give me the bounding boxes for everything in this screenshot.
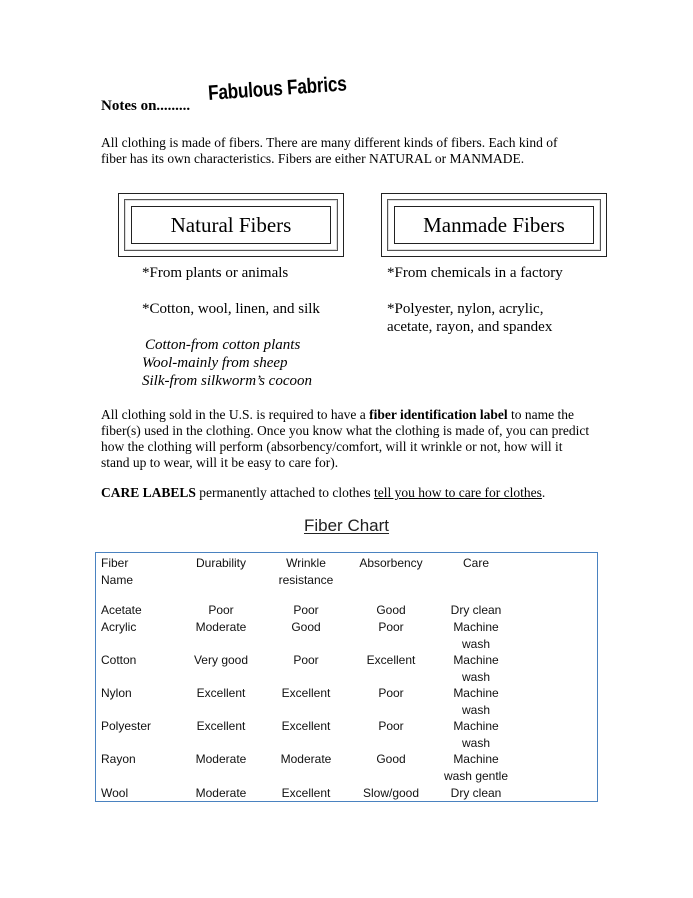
header-col-fiber-name-text: Fiber [101, 556, 129, 570]
header-col-durability-text: Durability [195, 556, 246, 570]
table-cell-col-wrinkle-resistance [268, 718, 344, 735]
table-cell-col-absorbency-text: Excellent [366, 653, 416, 667]
table-cell-col-fiber-name-text: Rayon [101, 752, 136, 766]
table-cell-col-care-text: Machine [453, 620, 499, 634]
header-col-wrinkle-resistance [268, 555, 344, 588]
header-col-wrinkle-resistance-text: Wrinkle [286, 556, 326, 570]
table-cell-col-fiber-name-text: Nylon [101, 686, 132, 700]
fiber-label-paragraph [101, 407, 591, 471]
table-cell-col-absorbency-text: Good [376, 752, 406, 766]
fiber-chart-title: Fiber Chart [303, 516, 390, 535]
table-cell-col-absorbency-text: Poor [378, 719, 404, 733]
table-cell-col-fiber-name [101, 602, 142, 619]
table-cell-col-wrinkle-resistance [268, 685, 344, 702]
manmade-bullet-line-1: *Polyester, nylon, acrylic, [387, 301, 544, 317]
table-cell-col-care [431, 619, 521, 652]
table-cell-col-care-text: wash [461, 702, 490, 717]
page-title: Fabulous Fabrics [207, 72, 348, 106]
intro-line-1: All clothing is made of fibers. There are many different kinds of fibers. Each kind of [101, 135, 558, 150]
manmade-fibers-heading: Manmade Fibers [394, 206, 594, 244]
header-col-fiber-name [101, 555, 133, 588]
header-col-care-text: Care [462, 556, 489, 570]
manmade-bullet-examples [387, 300, 587, 336]
table-cell-col-wrinkle-resistance [268, 602, 344, 619]
table-cell-col-fiber-name-text: Acetate [101, 603, 142, 617]
table-cell-col-care [431, 751, 521, 784]
table-cell-col-wrinkle-resistance-text: Poor [293, 603, 319, 617]
table-cell-col-fiber-name-text: Acrylic [101, 620, 137, 634]
table-cell-col-durability-text: Moderate [195, 786, 247, 800]
natural-bullet-source: *From plants or animals [142, 265, 289, 281]
natural-fibers-box [118, 193, 344, 257]
manmade-bullet-line-2: acetate, rayon, and spandex [387, 319, 553, 335]
natural-bullet-examples: *Cotton, wool, linen, and silk [142, 301, 320, 317]
table-cell-col-wrinkle-resistance-text: Excellent [281, 686, 331, 700]
table-cell-col-durability-text: Excellent [196, 686, 246, 700]
table-cell-col-wrinkle-resistance [268, 751, 344, 768]
care-labels-underlined: tell you how to care for clothes [373, 485, 542, 500]
table-cell-col-fiber-name-text: Cotton [101, 653, 137, 667]
table-cell-col-care-text: Machine [453, 686, 499, 700]
table-cell-col-absorbency [351, 785, 431, 802]
table-cell-col-care-text: wash gentle [443, 768, 509, 783]
table-cell-col-durability-text: Moderate [195, 620, 247, 634]
table-cell-col-durability [181, 751, 261, 768]
table-cell-col-durability-text: Excellent [196, 719, 246, 733]
table-cell-col-durability [181, 785, 261, 802]
table-cell-col-absorbency [351, 652, 431, 669]
table-cell-col-durability [181, 619, 261, 636]
table-cell-col-care [431, 685, 521, 718]
table-cell-col-care-text: wash [461, 636, 490, 651]
table-cell-col-durability [181, 718, 261, 735]
table-cell-col-care [431, 718, 521, 751]
table-cell-col-care-text: Dry clean [450, 786, 502, 800]
table-cell-col-fiber-name [101, 785, 128, 802]
intro-paragraph [101, 135, 601, 167]
header-col-absorbency-text: Absorbency [359, 556, 423, 570]
table-cell-col-care-text: wash [461, 669, 490, 684]
fiber-label-text-pre: All clothing sold in the U.S. is required to have a [101, 407, 370, 422]
natural-example-silk: Silk-from silkworm’s cocoon [142, 373, 312, 389]
table-cell-col-absorbency [351, 718, 431, 735]
table-cell-col-durability [181, 602, 261, 619]
table-cell-col-absorbency-text: Good [376, 603, 406, 617]
table-cell-col-fiber-name [101, 652, 136, 669]
table-cell-col-absorbency-text: Poor [378, 620, 404, 634]
table-cell-col-absorbency-text: Slow/good [362, 786, 420, 800]
table-cell-col-care [431, 785, 521, 802]
fiber-label-text-post: to name the fiber(s) used in the clothing. Once you know what the clothing is made of, you can predict how the clothing will perform (absorbency/comfort, will it wrinkle or not, how will it stand up to wear, will it be easy to care for). [101, 407, 590, 470]
fiber-chart-table [95, 552, 598, 802]
header-col-absorbency [351, 555, 431, 572]
table-cell-col-absorbency [351, 602, 431, 619]
table-cell-col-durability-text: Poor [208, 603, 234, 617]
table-cell-col-fiber-name [101, 685, 132, 702]
table-cell-col-wrinkle-resistance [268, 652, 344, 669]
manmade-fibers-box [381, 193, 607, 257]
table-cell-col-care-text: Machine [453, 719, 499, 733]
table-cell-col-wrinkle-resistance-text: Excellent [281, 786, 331, 800]
table-cell-col-care-text: Dry clean [450, 603, 502, 617]
table-cell-col-care-text: wash [461, 735, 490, 750]
table-cell-col-fiber-name [101, 619, 136, 636]
care-labels-bold: CARE LABELS [101, 485, 196, 500]
natural-example-wool: Wool-mainly from sheep [142, 355, 288, 371]
table-cell-col-durability [181, 652, 261, 669]
table-cell-col-absorbency [351, 685, 431, 702]
table-cell-col-wrinkle-resistance-text: Good [291, 620, 321, 634]
header-col-wrinkle-resistance-text: resistance [278, 572, 334, 587]
header-col-fiber-name-text: Name [101, 572, 134, 587]
table-cell-col-care [431, 602, 521, 619]
table-cell-col-wrinkle-resistance [268, 619, 344, 636]
table-cell-col-wrinkle-resistance-text: Excellent [281, 719, 331, 733]
notes-on-label: Notes on......... [101, 98, 191, 114]
table-cell-col-durability-text: Moderate [195, 752, 247, 766]
header-col-durability [181, 555, 261, 572]
table-cell-col-durability [181, 685, 261, 702]
table-cell-col-fiber-name [101, 751, 136, 768]
table-cell-col-care [431, 652, 521, 685]
table-cell-col-care-text: Machine [453, 653, 499, 667]
table-cell-col-absorbency-text: Poor [378, 686, 404, 700]
table-cell-col-absorbency [351, 751, 431, 768]
table-cell-col-fiber-name [101, 718, 151, 735]
natural-fibers-heading: Natural Fibers [131, 206, 331, 244]
care-labels-end: . [541, 485, 546, 500]
intro-line-2: fiber has its own characteristics. Fibers are either NATURAL or MANMADE. [101, 151, 525, 166]
care-labels-mid: permanently attached to clothes [195, 485, 374, 500]
table-cell-col-durability-text: Very good [193, 653, 249, 667]
table-cell-col-fiber-name-text: Polyester [101, 719, 152, 733]
header-col-care [431, 555, 521, 572]
table-cell-col-wrinkle-resistance [268, 785, 344, 802]
table-cell-col-fiber-name-text: Wool [101, 786, 129, 800]
fiber-label-bold: fiber identification label [369, 407, 508, 422]
table-cell-col-care-text: Machine [453, 752, 499, 766]
natural-example-cotton: Cotton-from cotton plants [145, 337, 301, 353]
table-cell-col-absorbency [351, 619, 431, 636]
table-cell-col-wrinkle-resistance-text: Poor [293, 653, 319, 667]
table-cell-col-wrinkle-resistance-text: Moderate [280, 752, 332, 766]
manmade-bullet-source: *From chemicals in a factory [387, 265, 563, 281]
care-labels-paragraph [101, 485, 601, 501]
